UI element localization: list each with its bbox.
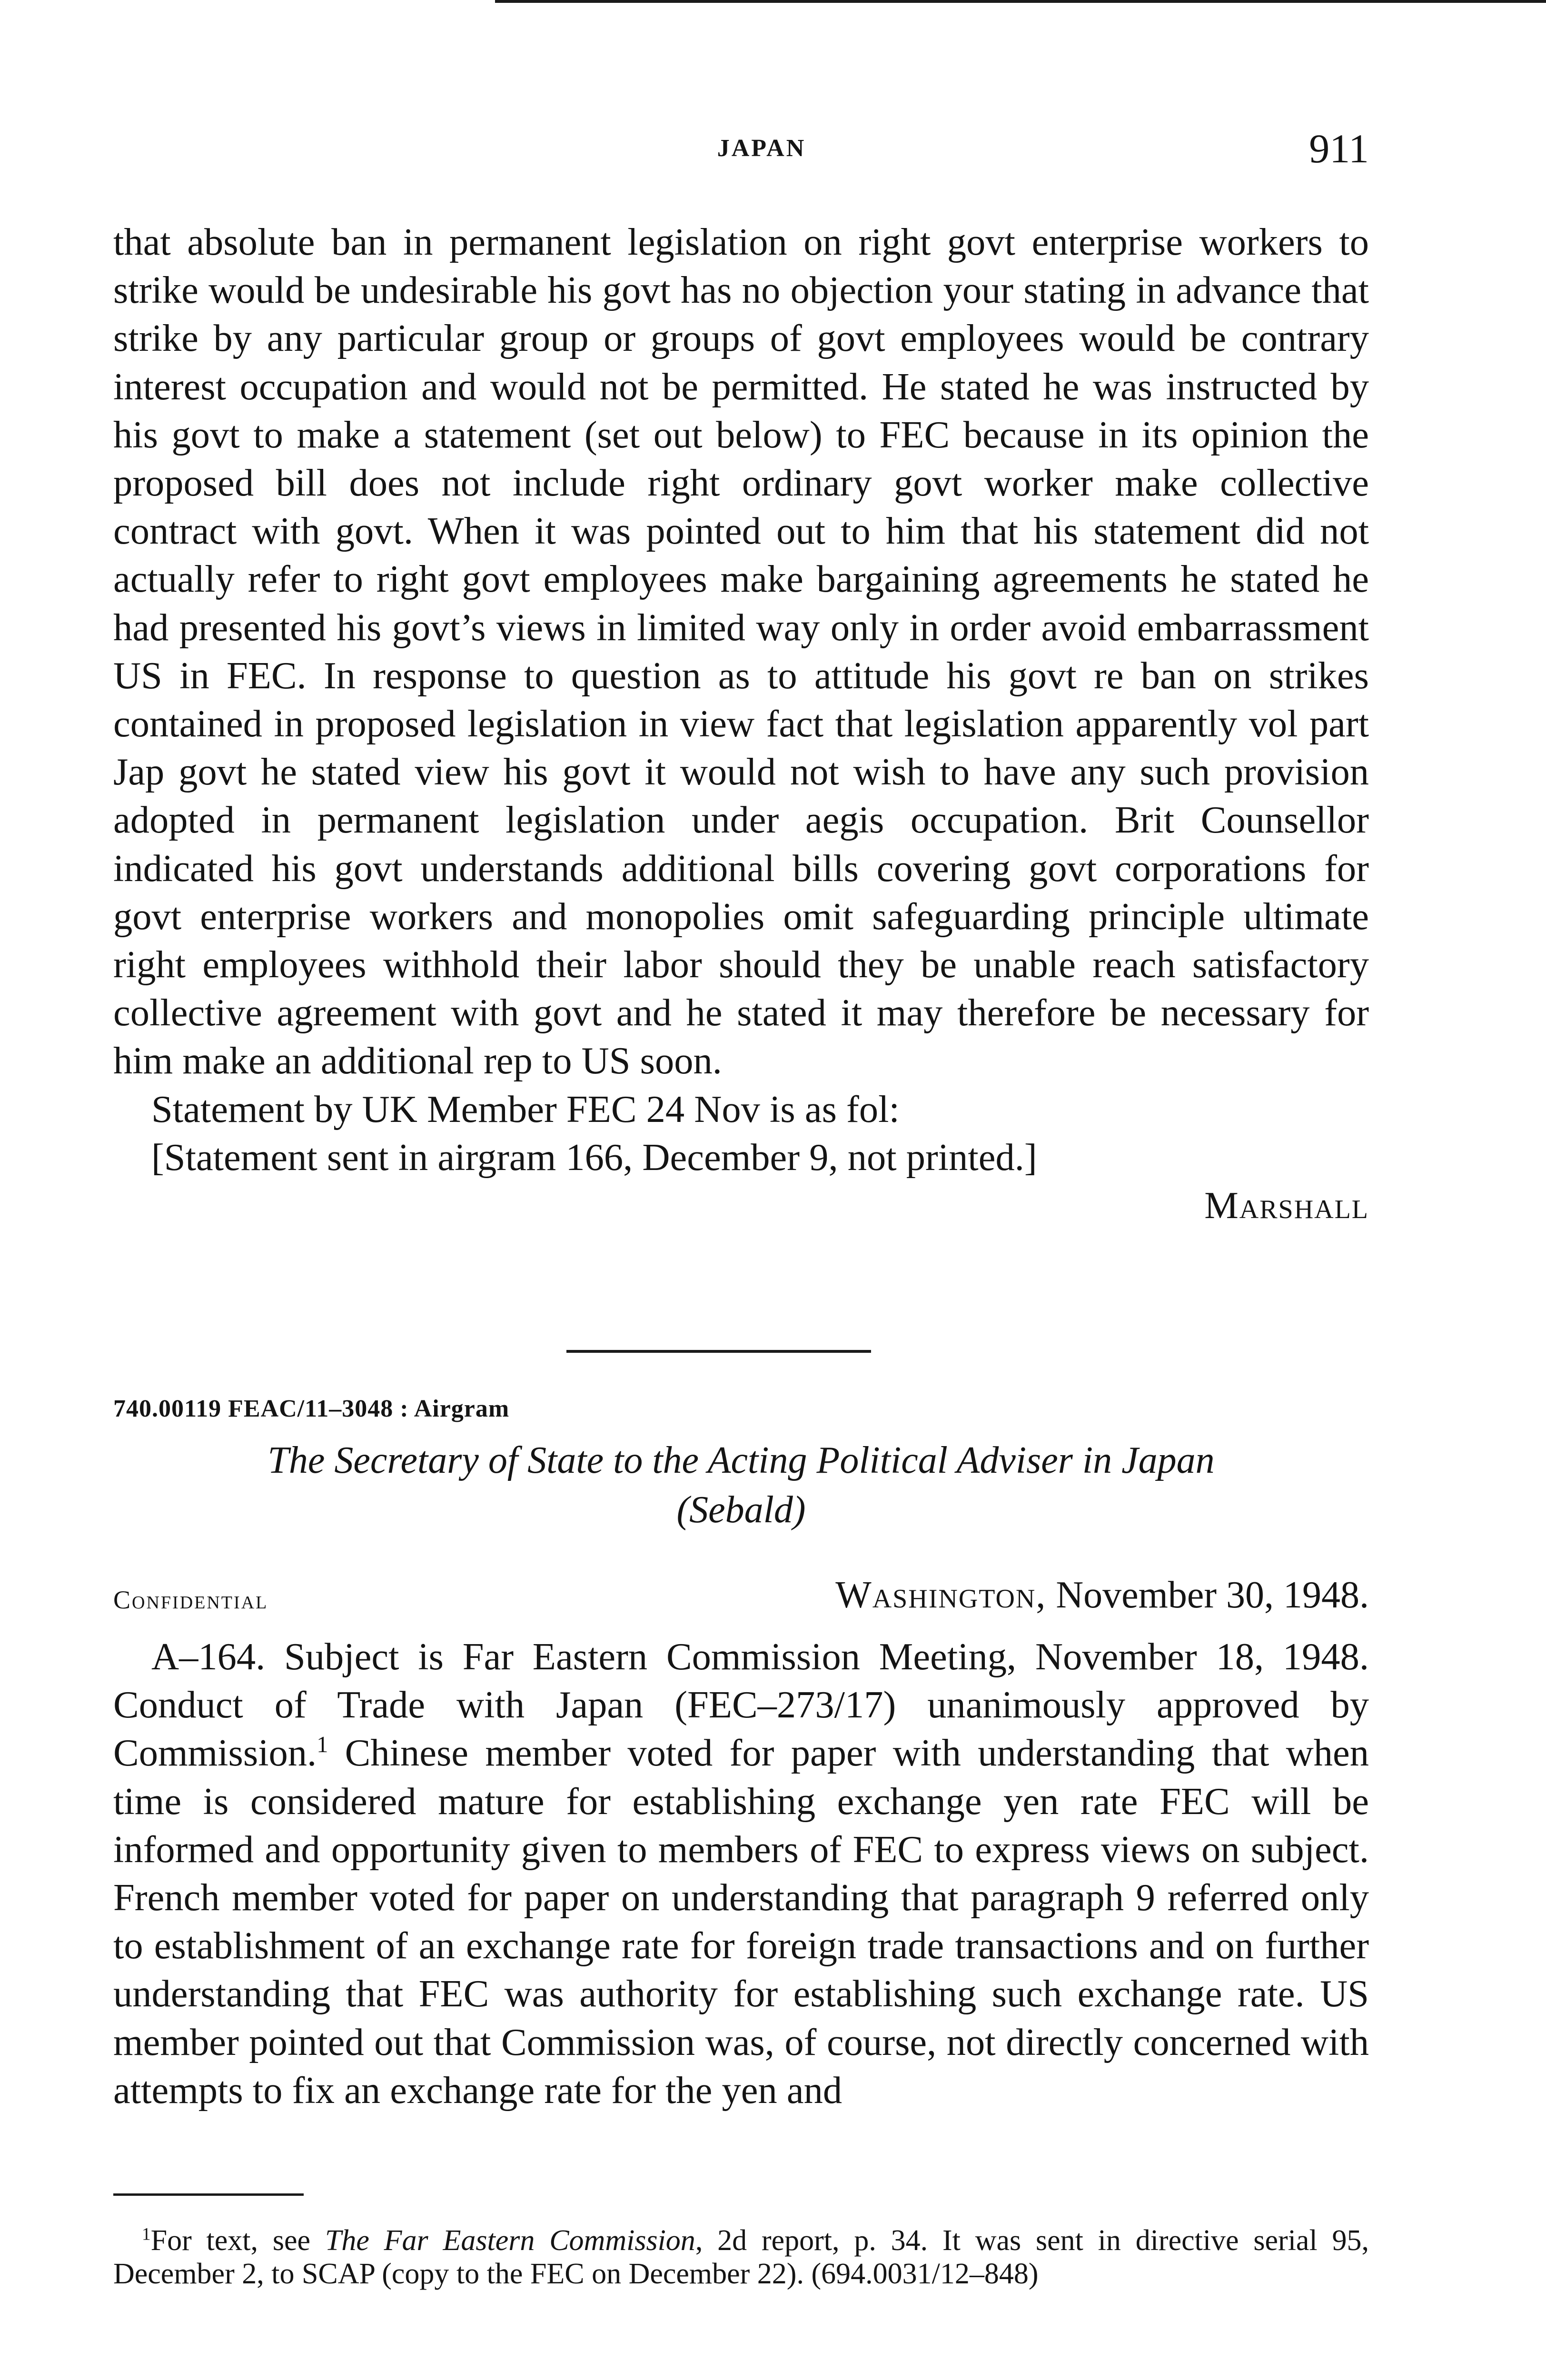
continuation-section	[113, 218, 1369, 1230]
footnote-reference: 1	[317, 1732, 328, 1758]
editorial-note: [Statement sent in airgram 166, December 9, not printed.]	[151, 1136, 1037, 1179]
continuation-paragraph: that absolute ban in permanent legislation on right govt enterprise workers to strike would be undesirable his govt has no objection your stating in advance that strike by any particular group or groups of govt employees would be contrary interest occupation and would not be permitted. He stated he was instructed by his govt to make a statement (set out below) to FEC because in its opinion the proposed bill does not include right ordinary govt worker make collective contract with govt. When it was pointed out to him that his statement did not actually refer to right govt employees make bargaining agreements he stated he had presented his govt’s views in limited way only in order avoid embarrassment US in FEC. In response to question as to attitude his govt re ban on strikes contained in proposed legislation in view fact that legislation apparently vol part Jap govt he stated view his govt it would not wish to have any such provision adopted in permanent legislation under aegis occupation. Brit Counsellor indicated his govt understands additional bills covering govt corporations for govt enterprise workers and monopolies omit safeguarding principle ultimate right employees withhold their labor should they be unable reach satisfactory collective agreement with govt and he stated it may therefore be necessary for him make an additional rep to US soon.	[113, 221, 1369, 1082]
dateline-place: Washington,	[835, 1574, 1047, 1616]
running-head: JAPAN	[717, 135, 806, 162]
footnote-text-after: , 2d report, p. 34. It was sent in directive serial 95, December 2, to SCAP (copy to the FEC on December 22). (694.0031/12–848)	[113, 2224, 1369, 2290]
page-number: 911	[1309, 126, 1369, 171]
dateline-date: November 30, 1948.	[1046, 1574, 1369, 1616]
signature: Marshall	[1204, 1184, 1369, 1227]
file-reference: 740.00119 FEAC/11–3048 : Airgram	[113, 1395, 510, 1422]
airgram-text-part-2: Chinese member voted for paper with understanding that when time is considered mature for establishing exchange yen rate FEC will be informed and opportunity given to members of FEC to express views on subject. French member voted for paper on understanding that paragraph 9 referred only to establishment of an exchange rate for foreign trade transactions and on further understanding that FEC was authority for establishing such exchange rate. US member pointed out that Commission was, of course, not directly concerned with attempts to fix an exchange rate for the yen and	[113, 1732, 1369, 2112]
classification-label: Confidential	[113, 1586, 268, 1614]
airgram-text-part-1: A–164. Subject is Far Eastern Commission Meeting, November 18, 1948. Conduct of Trade with Japan (FEC–273/17) unanimously approved by Commission.	[113, 1636, 1369, 1775]
dateline	[835, 1574, 1369, 1617]
top-edge-rule	[495, 0, 1546, 3]
section-separator	[566, 1350, 871, 1353]
airgram-paragraph	[113, 1633, 1369, 2114]
document-title-line-1: The Secretary of State to the Acting Political Adviser in Japan	[268, 1439, 1215, 1481]
footnote-rule	[113, 2193, 304, 2196]
airgram-body	[113, 1633, 1369, 2114]
statement-line: Statement by UK Member FEC 24 Nov is as fol:	[151, 1088, 900, 1130]
footnote-marker: 1	[142, 2224, 151, 2244]
footnote	[113, 2224, 1369, 2291]
footnote-text-before: For text, see	[150, 2224, 325, 2257]
footnote-title: The Far Eastern Commission	[325, 2224, 695, 2257]
document-title	[113, 1436, 1369, 1535]
document-title-line-2: (Sebald)	[676, 1489, 806, 1531]
